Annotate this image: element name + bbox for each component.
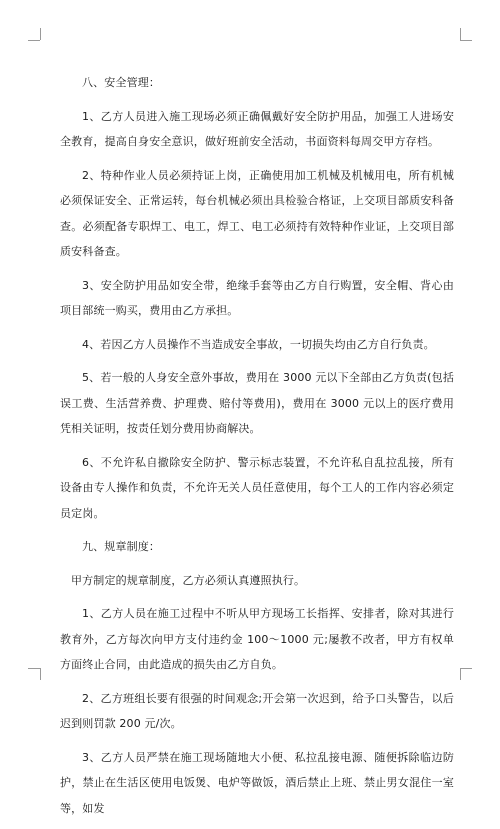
crop-mark-bottom-left-v <box>40 668 41 680</box>
rules-item-3: 3、乙方人员严禁在施工现场随地大小便、私拉乱接电源、随便拆除临边防护，禁止在生活区使用电饭煲、电炉等做饭，酒后禁止上班、禁止男女混住一室等，如发 <box>60 750 454 815</box>
section-heading-safety: 八、安全管理： <box>82 76 161 89</box>
document-body <box>60 70 454 829</box>
safety-item-4: 4、若因乙方人员操作不当造成安全事故，一切损失均由乙方自行负责。 <box>82 337 435 351</box>
crop-mark-top-right-v <box>460 28 461 40</box>
crop-mark-top-left-v <box>40 28 41 40</box>
rules-item-1: 1、乙方人员在施工过程中不听从甲方现场工长指挥、安排者，除对其进行教育外，乙方每次向甲方支付违约金 100～1000 元;屡教不改者，甲方有权单方面终止合同，由此造成的损失由乙方自负。 <box>60 607 454 671</box>
crop-mark-bottom-left-h <box>28 668 40 669</box>
crop-mark-bottom-right-v <box>460 668 461 680</box>
crop-mark-bottom-right-h <box>460 668 472 669</box>
safety-item-6: 6、不允许私自撤除安全防护、警示标志装置，不允许私自乱拉乱接，所有设备由专人操作和负责，不允许无关人员任意使用，每个工人的工作内容必须定员定岗。 <box>60 455 454 520</box>
safety-item-1: 1、乙方人员进入施工现场必须正确佩戴好安全防护用品，加强工人进场安全教育，提高自身安全意识，做好班前安全活动，书面资料每周交甲方存档。 <box>60 109 454 148</box>
section-heading-rules: 九、规章制度： <box>82 540 161 553</box>
crop-mark-top-left-h <box>28 40 40 41</box>
crop-mark-top-right-h <box>460 40 472 41</box>
safety-item-2: 2、特种作业人员必须持证上岗，正确使用加工机械及机械用电，所有机械必须保证安全、正常运转，每台机械必须出具检验合格证，上交项目部质安科备查。必须配备专职焊工、电工，焊工、电工必须持有效特种作业证，上交项目部质安科备查。 <box>60 168 454 258</box>
rules-intro: 甲方制定的规章制度，乙方必须认真遵照执行。 <box>71 573 306 587</box>
rules-item-2: 2、乙方班组长要有很强的时间观念;开会第一次迟到，给予口头警告，以后迟到则罚款 200 元/次。 <box>60 691 454 730</box>
safety-item-5: 5、若一般的人身安全意外事故，费用在 3000 元以下全部由乙方负责(包括误工费、生活营养费、护理费、赔付等费用)，费用在 3000 元以上的医疗费用凭相关证明，按责任划分费用协商解决。 <box>60 371 454 435</box>
safety-item-3: 3、安全防护用品如安全带，绝缘手套等由乙方自行购置，安全帽、背心由项目部统一购买，费用由乙方承担。 <box>60 278 454 317</box>
